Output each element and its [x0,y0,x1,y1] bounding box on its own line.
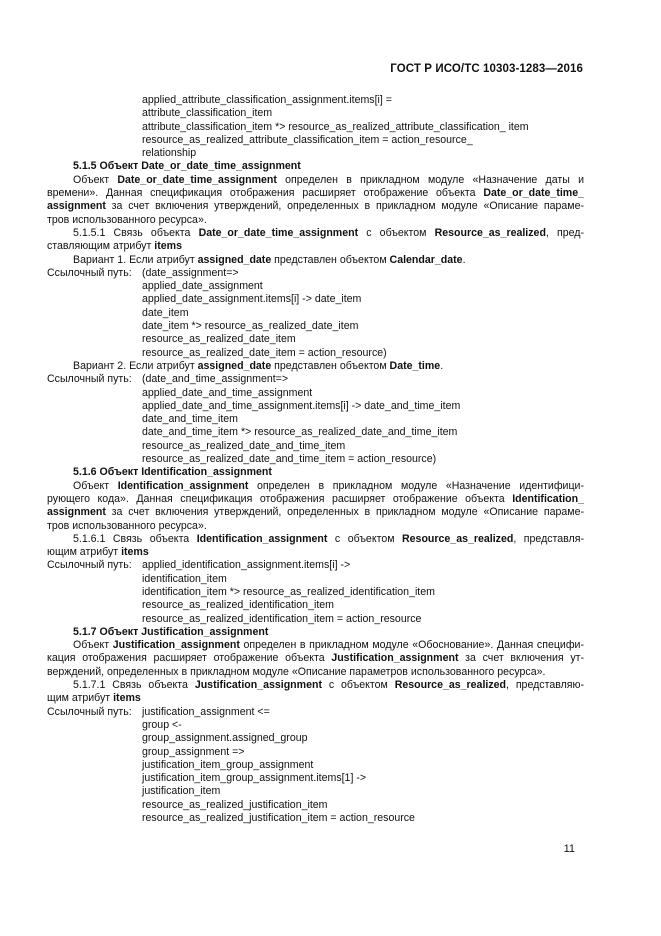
paragraph-line: рующего кода». Данная спецификация отображения расширяет отображение объекта Identification_ [47,492,584,505]
path-line: resource_as_realized_date_item = action_resource) [142,346,387,359]
reference-path-label: Ссылочный путь: [47,705,132,718]
path-line: resource_as_realized_identification_item [142,599,334,612]
path-line: Ссылочный путь: (date_and_time_assignment=> [47,373,289,386]
path-line: relationship [142,147,197,160]
paragraph-line: Объект Justification_assignment определен в прикладном модуле «Обоснование». Данная специфи- [73,639,584,652]
document-header: ГОСТ Р ИСО/ТС 10303-1283—2016 [390,63,583,75]
path-line: date_item *> resource_as_realized_date_item [142,320,359,333]
path-line: Ссылочный путь: justification_assignment <= [47,705,270,718]
subsection-line: 5.1.5.1 Связь объекта Date_or_date_time_assignment с объектом Resource_as_realized, пред- [73,226,584,239]
subsection-line: ставляющим атрибут items [47,240,182,253]
path-line: justification_item_group_assignment [142,758,314,771]
page-number: 11 [563,843,575,855]
path-line: resource_as_realized_justification_item [142,798,328,811]
reference-path-label: Ссылочный путь: [47,373,132,386]
variant-line: Вариант 1. Если атрибут assigned_date представлен объектом Calendar_date. [73,253,466,266]
path-line: resource_as_realized_date_item [142,333,296,346]
subsection-line: щим атрибут items [47,692,141,705]
path-line: group_assignment => [142,745,245,758]
path-line: resource_as_realized_justification_item = action_resource [142,812,415,825]
path-line: attribute_classification_item *> resource_as_realized_attribute_classification_ item [142,120,529,133]
path-line: applied_date_assignment.items[i] -> date_item [142,293,362,306]
path-line: identification_item [142,572,227,585]
section-heading: 5.1.5 Объект Date_or_date_time_assignment [73,160,301,173]
reference-path-label: Ссылочный путь: [47,559,132,572]
paragraph-line: тров использованного ресурса». [47,213,207,226]
subsection-line: ющим атрибут items [47,546,149,559]
path-line: applied_date_and_time_assignment.items[i] -> date_and_time_item [142,399,461,412]
paragraph-line: кация отображения расширяет отображение объекта Justification_assignment за счет включения ут- [47,652,585,665]
path-line: applied_date_assignment [142,280,263,293]
subsection-line: 5.1.6.1 Связь объекта Identification_assignment с объектом Resource_as_realized, представля- [73,532,585,545]
path-line: applied_date_and_time_assignment [142,386,313,399]
path-line: justification_item [142,785,221,798]
paragraph-line: верждений, определенных в прикладном модуле «Описание параметров использованного ресурса». [47,665,546,678]
paragraph-line: Объект Identification_assignment определен в прикладном модуле «Назначение идентифици- [73,479,584,492]
path-line: resource_as_realized_date_and_time_item [142,439,346,452]
path-line: identification_item *> resource_as_realized_identification_item [142,585,435,598]
path-line: group_assignment.assigned_group [142,732,308,745]
document-body [47,94,584,825]
path-line: date_and_time_item *> resource_as_realized_date_and_time_item [142,426,458,439]
paragraph-line: тров использованного ресурса». [47,519,207,532]
paragraph-line: assignment за счет включения утверждений, определенных в прикладном модуле «Описание параме- [47,200,584,213]
section-heading: 5.1.6 Объект Identification_assignment [73,466,272,479]
path-line: group <- [142,718,182,731]
variant-line: Вариант 2. Если атрибут assigned_date представлен объектом Date_time. [73,359,444,372]
path-line: applied_attribute_classification_assignment.items[i] = [142,94,392,106]
reference-path-label: Ссылочный путь: [47,266,132,279]
path-line: Ссылочный путь: (date_assignment=> [47,266,239,279]
path-line: justification_item_group_assignment.items[1] -> [142,772,367,785]
section-heading: 5.1.7 Объект Justification_assignment [73,625,269,638]
path-line: resource_as_realized_identification_item = action_resource [142,612,422,625]
paragraph-line: Объект Date_or_date_time_assignment определен в прикладном модуле «Назначение даты и [73,173,584,186]
path-line: Ссылочный путь: applied_identification_assignment.items[i] -> [47,559,351,572]
path-line: resource_as_realized_date_and_time_item = action_resource) [142,453,437,466]
path-line: resource_as_realized_attribute_classification_item = action_resource_ [142,133,473,146]
paragraph-line: assignment за счет включения утверждений, определенных в прикладном модуле «Описание параме- [47,506,584,519]
path-line: attribute_classification_item [142,107,273,120]
subsection-line: 5.1.7.1 Связь объекта Justification_assignment с объектом Resource_as_realized, представляю- [73,679,584,692]
paragraph-line: времени». Данная спецификация отображения расширяет отображение объекта Date_or_date_time_ [47,187,584,200]
path-line: date_item [142,306,189,319]
path-line: date_and_time_item [142,413,238,426]
